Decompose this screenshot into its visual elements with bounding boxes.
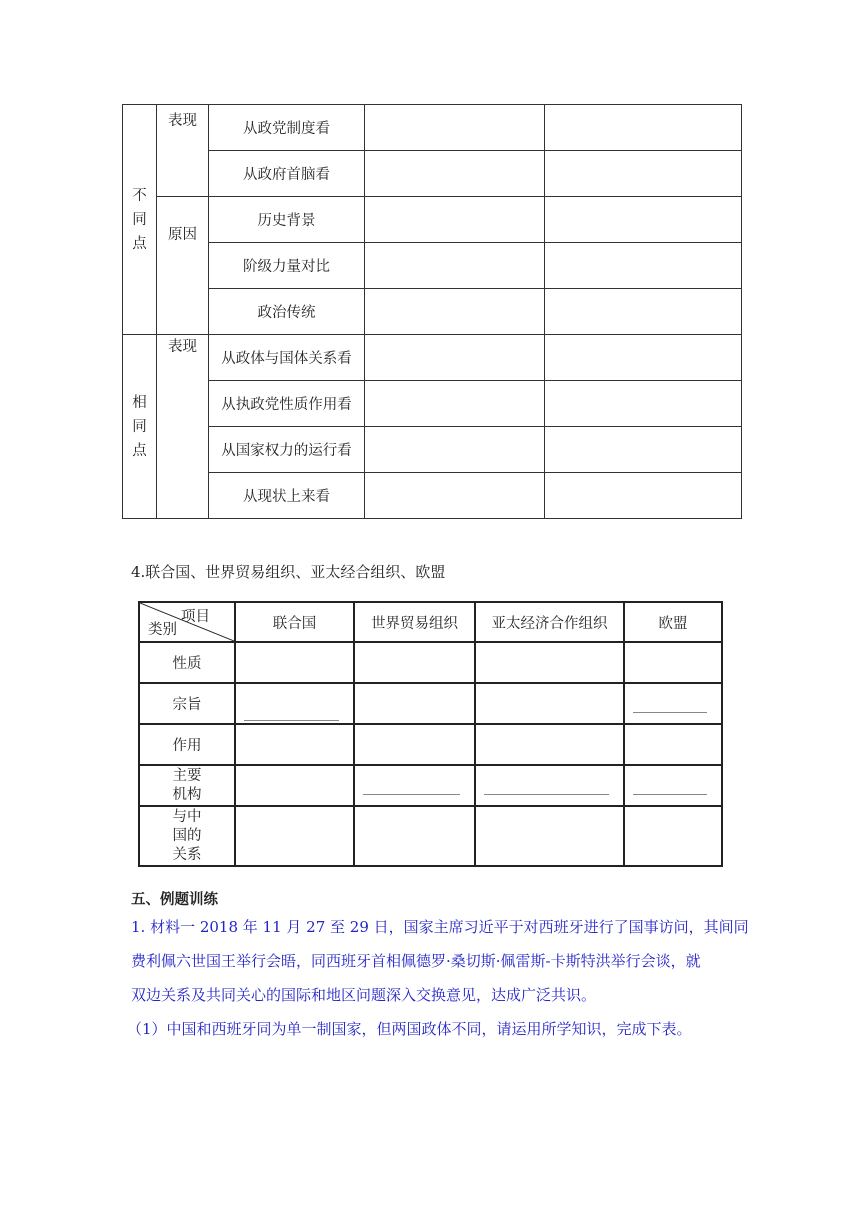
blank-line xyxy=(633,794,707,795)
paragraph-line: 双边关系及共同关心的国际和地区问题深入交换意见，达成广泛共识。 xyxy=(131,986,597,1004)
answer-cell xyxy=(365,427,545,473)
section-5-heading: 五、例题训练 xyxy=(131,892,218,908)
blank-line xyxy=(244,720,339,721)
answer-cell xyxy=(354,806,475,866)
answer-cell xyxy=(235,683,354,724)
comparison-table xyxy=(122,104,742,519)
corner-cell xyxy=(139,602,235,642)
diff-group-label: 不 同 点 xyxy=(123,105,157,335)
answer-cell xyxy=(365,289,545,335)
answer-cell xyxy=(624,683,722,724)
paragraph-line: 1. 材料一 2018 年 11 月 27 至 29 日，国家主席习近平于对西班牙进行了国事访问，其间同 xyxy=(131,918,749,936)
row-label: 从政府首脑看 xyxy=(209,151,365,197)
answer-cell xyxy=(624,724,722,765)
corner-top-label: 项目 xyxy=(181,609,210,625)
row-label: 从政体与国体关系看 xyxy=(209,335,365,381)
answer-cell xyxy=(475,765,624,806)
answer-cell xyxy=(365,473,545,519)
answer-cell xyxy=(545,289,742,335)
row-label: 从政党制度看 xyxy=(209,105,365,151)
answer-cell xyxy=(235,765,354,806)
same-group-label: 相 同 点 xyxy=(123,335,157,519)
row-label: 阶级力量对比 xyxy=(209,243,365,289)
row-label: 从执政党性质作用看 xyxy=(209,381,365,427)
section-4-title: 4.联合国、世界贸易组织、亚太经合组织、欧盟 xyxy=(131,563,446,581)
answer-cell xyxy=(354,642,475,683)
answer-cell xyxy=(545,243,742,289)
answer-cell xyxy=(475,806,624,866)
row-label: 历史背景 xyxy=(209,197,365,243)
sub-label-yuanyin: 原因 xyxy=(157,197,209,335)
answer-cell xyxy=(354,683,475,724)
answer-cell xyxy=(624,765,722,806)
organizations-table xyxy=(138,601,723,867)
answer-cell xyxy=(365,381,545,427)
answer-cell xyxy=(235,642,354,683)
answer-cell xyxy=(354,724,475,765)
answer-cell xyxy=(365,243,545,289)
row-label: 宗旨 xyxy=(139,683,235,724)
answer-cell xyxy=(235,806,354,866)
answer-cell xyxy=(475,724,624,765)
row-label: 作用 xyxy=(139,724,235,765)
answer-cell xyxy=(545,105,742,151)
row-label: 从现状上来看 xyxy=(209,473,365,519)
blank-line xyxy=(363,794,460,795)
column-header: 世界贸易组织 xyxy=(354,602,475,642)
paragraph-line: （1）中国和西班牙同为单一制国家，但两国政体不同，请运用所学知识，完成下表。 xyxy=(127,1020,692,1038)
paragraph-line: 费利佩六世国王举行会晤，同西班牙首相佩德罗·桑切斯·佩雷斯-卡斯特洪举行会谈，就 xyxy=(131,952,701,970)
answer-cell xyxy=(365,105,545,151)
sub-label-biaoxian: 表现 xyxy=(157,105,209,197)
row-label: 从国家权力的运行看 xyxy=(209,427,365,473)
blank-line xyxy=(633,712,707,713)
answer-cell xyxy=(475,683,624,724)
row-label: 政治传统 xyxy=(209,289,365,335)
answer-cell xyxy=(624,806,722,866)
answer-cell xyxy=(475,642,624,683)
corner-bottom-label: 类别 xyxy=(148,622,177,638)
question-paragraph xyxy=(127,910,751,1046)
row-label: 性质 xyxy=(139,642,235,683)
sub-label-biaoxian-2: 表现 xyxy=(157,335,209,519)
answer-cell xyxy=(235,724,354,765)
answer-cell xyxy=(624,642,722,683)
answer-cell xyxy=(545,473,742,519)
answer-cell xyxy=(354,765,475,806)
answer-cell xyxy=(545,151,742,197)
row-label: 主要 机构 xyxy=(139,765,235,806)
blank-line xyxy=(484,794,609,795)
answer-cell xyxy=(365,151,545,197)
answer-cell xyxy=(365,335,545,381)
answer-cell xyxy=(545,427,742,473)
answer-cell xyxy=(545,335,742,381)
answer-cell xyxy=(365,197,545,243)
answer-cell xyxy=(545,381,742,427)
column-header: 欧盟 xyxy=(624,602,722,642)
column-header: 亚太经济合作组织 xyxy=(475,602,624,642)
answer-cell xyxy=(545,197,742,243)
column-header: 联合国 xyxy=(235,602,354,642)
row-label: 与中 国的 关系 xyxy=(139,806,235,866)
